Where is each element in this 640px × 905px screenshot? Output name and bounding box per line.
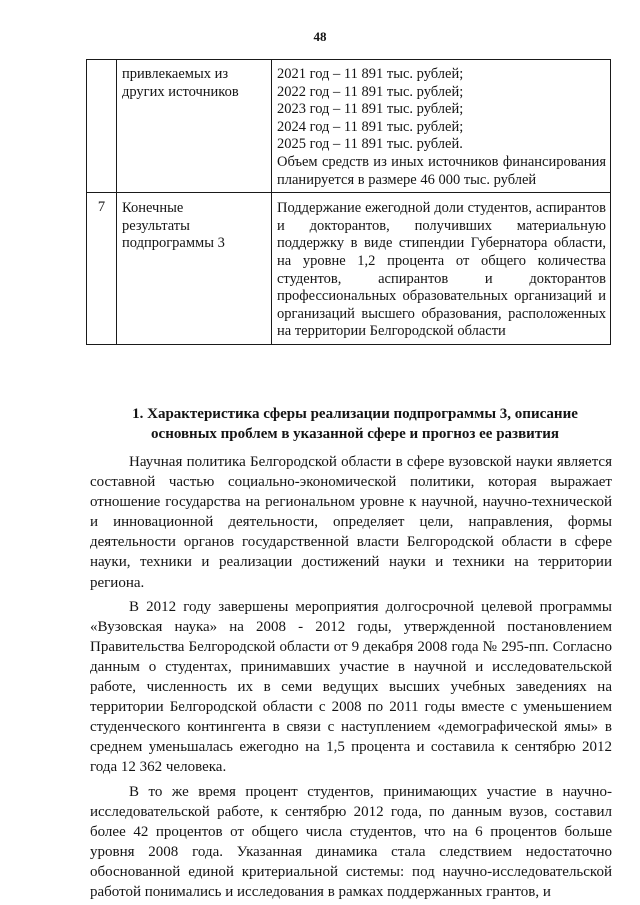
label-line: других источников — [122, 83, 239, 100]
label-line: привлекаемых из — [122, 66, 229, 82]
funding-year-line: 2022 год – 11 891 тыс. рублей; — [277, 83, 464, 100]
table-row — [87, 60, 611, 193]
funding-year-line: 2024 год – 11 891 тыс. рублей; — [277, 118, 464, 135]
label-line: результаты — [122, 217, 190, 234]
page-number: 48 — [313, 29, 327, 44]
funding-year-line: 2023 год – 11 891 тыс. рублей; — [277, 101, 464, 118]
row-label-cell — [117, 193, 272, 345]
label-line: Конечные — [122, 200, 184, 217]
subprogram-passport-table — [86, 59, 611, 345]
row-value-cell — [272, 60, 611, 193]
row-number-cell — [87, 60, 117, 193]
section-heading-line: 1. Характеристика сферы реализации подпрограммы 3, описание — [132, 406, 578, 422]
paragraph: В 2012 году завершены мероприятия долгосрочной целевой программы «Вузовская наука» на 2008 - 2012 годы, утвержденной постановлением Правительства Белгородской области от 9 декабря 2008 года № 295-пп. Согласно данным о студентах, принимавших участие в научной и исследовательской работе, численность их в семи ведущих высших учебных заведениях на территории Белгородской области с 2008 по 2011 годы вместе с уменьшением студенческого контингента в связи с наступлением «демографической ямы» в среднем уменьшалась ежегодно на 1,5 процента и составила к сентябрю 2012 года 12 362 человека. — [90, 598, 612, 776]
funding-year-line: 2021 год – 11 891 тыс. рублей; — [277, 66, 464, 82]
table-row — [87, 193, 611, 345]
body-text — [90, 452, 612, 902]
funding-note: Объем средств из иных источников финансирования планируется в размере 46 000 тыс. рублей — [277, 153, 606, 188]
row-number-cell: 7 — [87, 193, 117, 345]
row-value-cell: Поддержание ежегодной доли студентов, аспирантов и докторантов, получивших материальную поддержку в виде стипендии Губернатора области, на уровне 1,2 процента от общего количества студентов, аспирантов и докторантов профессиональных образовательных организаций и организаций высшего образования, расположенных на территории Белгородской области — [272, 193, 611, 345]
paragraph: В то же время процент студентов, принимающих участие в научно-исследовательской работе, к сентябрю 2012 года, по данным вузов, составил более 42 процентов от общего числа студентов, что на 6 процентов больше уровня 2008 года. Указанная динамика стала следствием недостаточно обоснованной единой критериальной системы: под научно-исследовательской работой понимались и исследования в рамках поддержанных грантов, и — [90, 783, 612, 900]
row-label-cell — [117, 60, 272, 193]
paragraph: Научная политика Белгородской области в сфере вузовской науки является составной частью социально-экономической политики, которая выражает отношение государства на региональном уровне к научной, научно-технической и инновационной деятельности, определяет цели, направления, формы деятельности органов государственной власти Белгородской области в сфере науки, техники и реализации достижений науки и техники на территории региона. — [90, 454, 612, 591]
funding-year-line: 2025 год – 11 891 тыс. рублей. — [277, 136, 463, 153]
label-line: подпрограммы 3 — [122, 235, 225, 252]
section-heading-line: основных проблем в указанной сфере и прогноз ее развития — [151, 426, 559, 442]
section-heading — [96, 404, 614, 444]
